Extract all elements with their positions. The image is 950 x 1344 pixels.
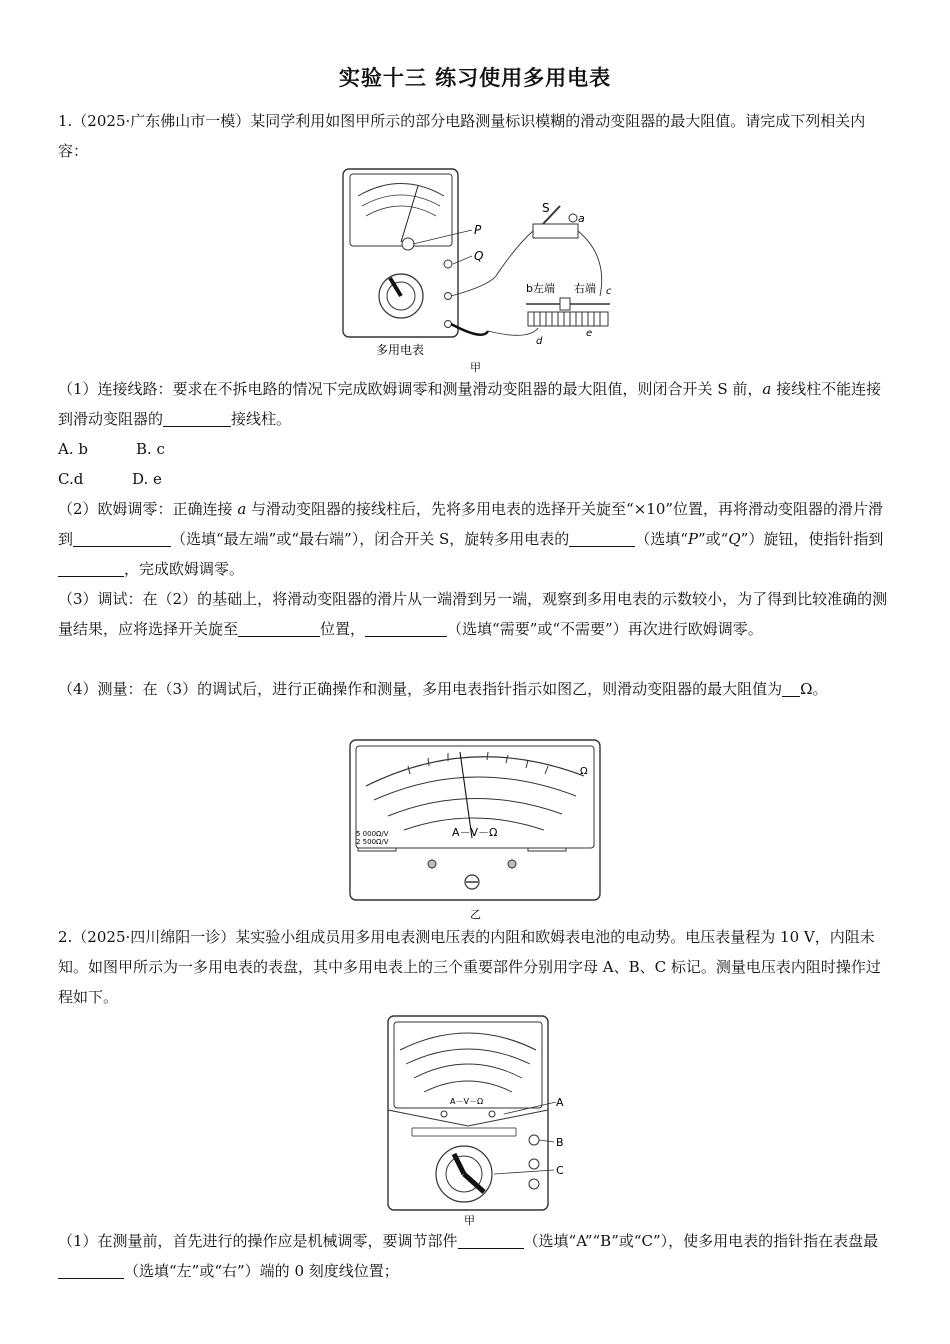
fig1-label-d: d	[536, 336, 543, 347]
answer-blank[interactable]	[58, 1260, 124, 1279]
fig1-label-right: 右端	[574, 282, 596, 295]
fig1-label-c: c	[606, 286, 612, 297]
answer-blank[interactable]	[238, 618, 320, 637]
fig2-caption: 乙	[470, 908, 481, 921]
answer-blank[interactable]	[782, 678, 800, 697]
figure-3-multimeter	[384, 1014, 584, 1228]
answer-blank[interactable]	[458, 1230, 524, 1249]
answer-blank[interactable]	[365, 618, 447, 637]
fig2-scale-label: A－V－Ω	[452, 826, 498, 839]
option-C: C.d	[58, 470, 84, 488]
figure-1-circuit	[338, 166, 628, 376]
q1-part-3: （3）调试：在（2）的基础上，将滑动变阻器的滑片从一端滑到另一端，观察到多用电表的示数较小，为了得到比较准确的测量结果，应将选择开关旋至 位置， （选填“需要”或“不需要”）再次进行欧姆调零。	[58, 590, 888, 638]
option-A: A. b	[58, 440, 88, 458]
fig2-omega: Ω	[580, 766, 588, 777]
fig3-caption: 甲	[464, 1214, 475, 1227]
fig1-label-a: a	[578, 212, 585, 225]
fig1-caption: 甲	[470, 361, 481, 374]
fig1-meter-label: 多用电表	[376, 343, 425, 357]
q1-part-4: （4）测量：在（3）的调试后，进行正确操作和测量，多用电表指针指示如图乙，则滑动变阻器的最大阻值为 Ω。	[58, 680, 828, 698]
option-D: D. e	[132, 470, 162, 488]
fig1-label-P: P	[474, 223, 482, 237]
fig3-label-C: C	[556, 1164, 564, 1177]
q1-part-2: （2）欧姆调零：正确连接 a 与滑动变阻器的接线柱后，先将多用电表的选择开关旋至“×10”位置，再将滑动变阻器的滑片滑到 （选填“最左端”或“最右端”），闭合开关 S，旋转多用电表的 （选填“P”或“Q”）旋钮，使指针指到，完成欧姆调零。	[58, 500, 884, 578]
answer-blank[interactable]	[569, 528, 635, 547]
fig1-label-S: S	[542, 201, 550, 215]
question-2-stem: 2.（2025·四川绵阳一诊）某实验小组成员用多用电表测电压表的内阻和欧姆表电池的电动势。电压表量程为 10 V，内阻未知。如图甲所示为一多用电表的表盘，其中多用电表上的三个重要部件分别用字母 A、B、C 标记。测量电压表内阻时操作过程如下。	[58, 928, 881, 1006]
fig3-label-A: A	[556, 1096, 564, 1109]
fig3-scale-label: A－V－Ω	[450, 1097, 484, 1106]
answer-blank[interactable]	[163, 408, 231, 427]
fig3-label-B: B	[556, 1136, 564, 1149]
fig1-label-Q: Q	[474, 249, 484, 263]
q1-part-1: （1）连接线路：要求在不拆电路的情况下完成欧姆调零和测量滑动变阻器的最大阻值，则闭合开关 S 前，a 接线柱不能连接到滑动变阻器的 接线柱。	[58, 380, 882, 428]
answer-blank[interactable]	[58, 558, 124, 577]
fig1-label-e: e	[586, 328, 593, 339]
fig2-left-label-2: 2 500Ω/V	[356, 838, 389, 846]
answer-blank[interactable]	[73, 528, 171, 547]
figure-2-meter-dial	[348, 738, 604, 922]
option-B: B. c	[136, 440, 165, 458]
fig2-left-label-1: 5 000Ω/V	[356, 830, 389, 838]
page-title: 实验十三 练习使用多用电表	[338, 66, 612, 90]
q2-part-1: （1）在测量前，首先进行的操作应是机械调零，要调节部件 （选填“A”“B”或“C”），使多用电表的指针指在表盘最（选填“左”或“右”）端的 0 刻度线位置；	[58, 1232, 879, 1280]
fig1-label-b-left: b左端	[526, 282, 555, 295]
question-1-stem: 1.（2025·广东佛山市一模）某同学利用如图甲所示的部分电路测量标识模糊的滑动变阻器的最大阻值。请完成下列相关内容：	[58, 112, 866, 160]
